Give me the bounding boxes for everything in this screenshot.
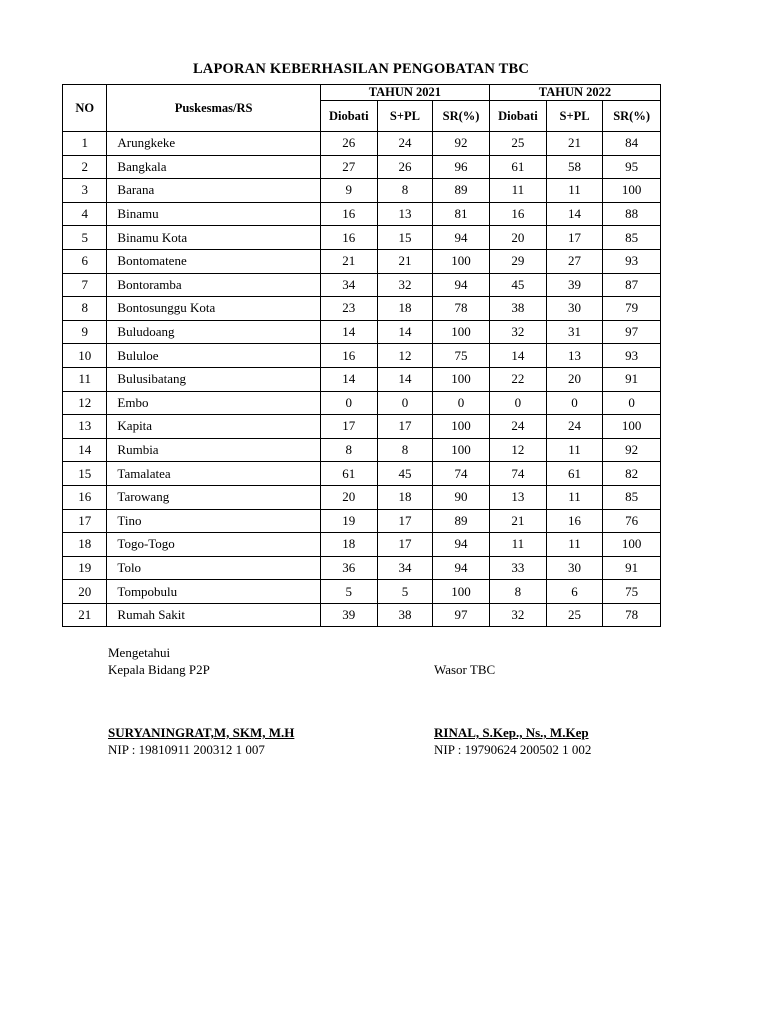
- cell-puskesmas: Rumbia: [107, 438, 320, 462]
- cell-spl-2022: 24: [546, 415, 602, 439]
- cell-diobati-2021: 20: [320, 485, 377, 509]
- cell-spl-2022: 17: [546, 226, 602, 250]
- cell-spl-2022: 16: [546, 509, 602, 533]
- cell-spl-2022: 30: [546, 556, 602, 580]
- table-row: [63, 226, 661, 250]
- table-row: [63, 367, 661, 391]
- cell-sr-2022: 88: [603, 202, 661, 226]
- cell-spl-2022: 31: [546, 320, 602, 344]
- cell-sr-2021: 0: [433, 391, 490, 415]
- cell-puskesmas: Bangkala: [107, 155, 320, 179]
- table-row: [63, 462, 661, 486]
- table-row: [63, 485, 661, 509]
- signature-right-name: RINAL, S.Kep., Ns., M.Kep: [434, 725, 589, 740]
- cell-spl-2022: 11: [546, 533, 602, 557]
- cell-spl-2022: 13: [546, 344, 602, 368]
- cell-no: 9: [63, 320, 107, 344]
- cell-puskesmas: Bulusibatang: [107, 367, 320, 391]
- table-row: [63, 580, 661, 604]
- cell-sr-2022: 100: [603, 533, 661, 557]
- cell-diobati-2022: 33: [489, 556, 546, 580]
- cell-sr-2022: 93: [603, 344, 661, 368]
- cell-sr-2022: 85: [603, 485, 661, 509]
- cell-spl-2022: 58: [546, 155, 602, 179]
- cell-sr-2021: 97: [433, 603, 490, 627]
- cell-sr-2021: 78: [433, 297, 490, 321]
- cell-diobati-2022: 12: [489, 438, 546, 462]
- cell-spl-2021: 14: [377, 320, 432, 344]
- cell-spl-2021: 14: [377, 367, 432, 391]
- header-year-2022: TAHUN 2022: [489, 85, 660, 101]
- cell-sr-2021: 81: [433, 202, 490, 226]
- cell-spl-2021: 0: [377, 391, 432, 415]
- cell-diobati-2022: 32: [489, 320, 546, 344]
- cell-diobati-2022: 13: [489, 485, 546, 509]
- cell-spl-2021: 12: [377, 344, 432, 368]
- cell-sr-2021: 92: [433, 132, 490, 156]
- cell-no: 12: [63, 391, 107, 415]
- table-body: [63, 132, 661, 627]
- cell-sr-2022: 0: [603, 391, 661, 415]
- cell-sr-2021: 89: [433, 179, 490, 203]
- header-diobati-2022: Diobati: [489, 101, 546, 132]
- cell-diobati-2022: 14: [489, 344, 546, 368]
- header-spl-2022: S+PL: [546, 101, 602, 132]
- cell-diobati-2022: 24: [489, 415, 546, 439]
- cell-diobati-2022: 11: [489, 179, 546, 203]
- cell-puskesmas: Bontomatene: [107, 249, 320, 273]
- cell-sr-2021: 100: [433, 580, 490, 604]
- cell-spl-2021: 17: [377, 509, 432, 533]
- cell-sr-2021: 74: [433, 462, 490, 486]
- cell-spl-2022: 20: [546, 367, 602, 391]
- cell-sr-2022: 76: [603, 509, 661, 533]
- signature-left-position: Kepala Bidang P2P: [108, 662, 210, 677]
- cell-puskesmas: Kapita: [107, 415, 320, 439]
- cell-no: 5: [63, 226, 107, 250]
- cell-sr-2021: 94: [433, 556, 490, 580]
- header-year-2021: TAHUN 2021: [320, 85, 489, 101]
- cell-no: 8: [63, 297, 107, 321]
- cell-puskesmas: Togo-Togo: [107, 533, 320, 557]
- cell-sr-2022: 91: [603, 556, 661, 580]
- cell-diobati-2022: 20: [489, 226, 546, 250]
- cell-diobati-2021: 5: [320, 580, 377, 604]
- cell-diobati-2021: 61: [320, 462, 377, 486]
- cell-spl-2022: 6: [546, 580, 602, 604]
- header-sr-2021: SR(%): [433, 101, 490, 132]
- cell-spl-2021: 5: [377, 580, 432, 604]
- cell-diobati-2022: 74: [489, 462, 546, 486]
- cell-spl-2021: 17: [377, 415, 432, 439]
- cell-puskesmas: Tompobulu: [107, 580, 320, 604]
- cell-diobati-2022: 0: [489, 391, 546, 415]
- cell-spl-2021: 32: [377, 273, 432, 297]
- table-row: [63, 179, 661, 203]
- header-sr-2022: SR(%): [603, 101, 661, 132]
- cell-spl-2021: 18: [377, 297, 432, 321]
- cell-diobati-2021: 39: [320, 603, 377, 627]
- header-spl-2021: S+PL: [377, 101, 432, 132]
- tbc-report-table: [62, 84, 661, 627]
- cell-puskesmas: Bontosunggu Kota: [107, 297, 320, 321]
- cell-diobati-2022: 22: [489, 367, 546, 391]
- cell-diobati-2022: 21: [489, 509, 546, 533]
- cell-diobati-2022: 29: [489, 249, 546, 273]
- table-row: [63, 155, 661, 179]
- cell-puskesmas: Tamalatea: [107, 462, 320, 486]
- cell-no: 13: [63, 415, 107, 439]
- cell-no: 19: [63, 556, 107, 580]
- cell-diobati-2021: 14: [320, 367, 377, 391]
- cell-spl-2021: 18: [377, 485, 432, 509]
- cell-spl-2022: 11: [546, 438, 602, 462]
- table-row: [63, 132, 661, 156]
- cell-diobati-2021: 34: [320, 273, 377, 297]
- table-row: [63, 297, 661, 321]
- cell-spl-2022: 0: [546, 391, 602, 415]
- cell-diobati-2021: 23: [320, 297, 377, 321]
- cell-diobati-2022: 45: [489, 273, 546, 297]
- signature-right-nip: NIP : 19790624 200502 1 002: [434, 742, 592, 757]
- table-row: [63, 391, 661, 415]
- cell-spl-2021: 38: [377, 603, 432, 627]
- cell-sr-2021: 100: [433, 367, 490, 391]
- cell-no: 3: [63, 179, 107, 203]
- cell-no: 10: [63, 344, 107, 368]
- cell-sr-2022: 85: [603, 226, 661, 250]
- cell-no: 11: [63, 367, 107, 391]
- cell-spl-2021: 8: [377, 179, 432, 203]
- cell-diobati-2021: 9: [320, 179, 377, 203]
- cell-puskesmas: Embo: [107, 391, 320, 415]
- cell-diobati-2021: 21: [320, 249, 377, 273]
- cell-sr-2021: 75: [433, 344, 490, 368]
- cell-no: 2: [63, 155, 107, 179]
- cell-sr-2021: 94: [433, 273, 490, 297]
- cell-diobati-2021: 17: [320, 415, 377, 439]
- cell-spl-2021: 24: [377, 132, 432, 156]
- cell-puskesmas: Tolo: [107, 556, 320, 580]
- cell-sr-2021: 96: [433, 155, 490, 179]
- cell-no: 4: [63, 202, 107, 226]
- cell-puskesmas: Rumah Sakit: [107, 603, 320, 627]
- cell-sr-2021: 100: [433, 249, 490, 273]
- cell-no: 18: [63, 533, 107, 557]
- cell-spl-2021: 21: [377, 249, 432, 273]
- table-row: [63, 202, 661, 226]
- cell-diobati-2021: 16: [320, 202, 377, 226]
- cell-sr-2022: 97: [603, 320, 661, 344]
- cell-spl-2021: 26: [377, 155, 432, 179]
- cell-puskesmas: Binamu Kota: [107, 226, 320, 250]
- cell-spl-2022: 39: [546, 273, 602, 297]
- cell-no: 21: [63, 603, 107, 627]
- cell-sr-2022: 84: [603, 132, 661, 156]
- cell-puskesmas: Arungkeke: [107, 132, 320, 156]
- table-row: [63, 344, 661, 368]
- cell-sr-2021: 90: [433, 485, 490, 509]
- cell-sr-2022: 75: [603, 580, 661, 604]
- header-no: NO: [63, 85, 107, 132]
- cell-diobati-2021: 0: [320, 391, 377, 415]
- cell-puskesmas: Bontoramba: [107, 273, 320, 297]
- cell-diobati-2021: 18: [320, 533, 377, 557]
- cell-puskesmas: Binamu: [107, 202, 320, 226]
- cell-spl-2021: 34: [377, 556, 432, 580]
- cell-spl-2021: 17: [377, 533, 432, 557]
- cell-no: 6: [63, 249, 107, 273]
- cell-diobati-2021: 16: [320, 344, 377, 368]
- cell-spl-2022: 27: [546, 249, 602, 273]
- cell-spl-2022: 30: [546, 297, 602, 321]
- cell-sr-2022: 79: [603, 297, 661, 321]
- signature-right-identity: [434, 724, 591, 758]
- cell-spl-2021: 8: [377, 438, 432, 462]
- cell-diobati-2021: 14: [320, 320, 377, 344]
- header-puskesmas: Puskesmas/RS: [107, 85, 320, 132]
- table-row: [63, 438, 661, 462]
- cell-diobati-2022: 11: [489, 533, 546, 557]
- cell-diobati-2022: 32: [489, 603, 546, 627]
- cell-diobati-2021: 19: [320, 509, 377, 533]
- cell-puskesmas: Bululoe: [107, 344, 320, 368]
- cell-diobati-2021: 27: [320, 155, 377, 179]
- cell-diobati-2021: 16: [320, 226, 377, 250]
- cell-diobati-2022: 38: [489, 297, 546, 321]
- signature-right-position: Wasor TBC: [434, 662, 496, 677]
- table-row: [63, 415, 661, 439]
- cell-diobati-2022: 16: [489, 202, 546, 226]
- cell-puskesmas: Tarowang: [107, 485, 320, 509]
- signature-right-block: [434, 661, 495, 678]
- cell-no: 17: [63, 509, 107, 533]
- table-row: [63, 603, 661, 627]
- cell-puskesmas: Buludoang: [107, 320, 320, 344]
- cell-spl-2021: 45: [377, 462, 432, 486]
- cell-spl-2022: 11: [546, 485, 602, 509]
- cell-no: 1: [63, 132, 107, 156]
- cell-sr-2022: 95: [603, 155, 661, 179]
- cell-sr-2022: 92: [603, 438, 661, 462]
- cell-sr-2022: 87: [603, 273, 661, 297]
- cell-spl-2022: 14: [546, 202, 602, 226]
- cell-puskesmas: Tino: [107, 509, 320, 533]
- cell-sr-2021: 100: [433, 415, 490, 439]
- cell-sr-2022: 100: [603, 415, 661, 439]
- cell-spl-2022: 21: [546, 132, 602, 156]
- cell-no: 14: [63, 438, 107, 462]
- cell-no: 15: [63, 462, 107, 486]
- table-row: [63, 273, 661, 297]
- cell-spl-2022: 25: [546, 603, 602, 627]
- cell-no: 7: [63, 273, 107, 297]
- header-diobati-2021: Diobati: [320, 101, 377, 132]
- cell-sr-2021: 94: [433, 226, 490, 250]
- cell-sr-2022: 93: [603, 249, 661, 273]
- cell-diobati-2021: 8: [320, 438, 377, 462]
- signature-left-nip: NIP : 19810911 200312 1 007: [108, 742, 265, 757]
- cell-diobati-2021: 26: [320, 132, 377, 156]
- cell-puskesmas: Barana: [107, 179, 320, 203]
- cell-spl-2021: 13: [377, 202, 432, 226]
- header-row-years: [63, 85, 661, 101]
- cell-diobati-2022: 25: [489, 132, 546, 156]
- cell-sr-2021: 94: [433, 533, 490, 557]
- signature-left-identity: [108, 724, 294, 758]
- table-row: [63, 556, 661, 580]
- cell-sr-2022: 100: [603, 179, 661, 203]
- cell-spl-2022: 61: [546, 462, 602, 486]
- cell-sr-2021: 89: [433, 509, 490, 533]
- cell-diobati-2022: 61: [489, 155, 546, 179]
- report-title: LAPORAN KEBERHASILAN PENGOBATAN TBC: [192, 61, 530, 77]
- cell-spl-2021: 15: [377, 226, 432, 250]
- cell-sr-2022: 91: [603, 367, 661, 391]
- cell-no: 16: [63, 485, 107, 509]
- cell-no: 20: [63, 580, 107, 604]
- cell-sr-2022: 82: [603, 462, 661, 486]
- cell-sr-2021: 100: [433, 438, 490, 462]
- table-row: [63, 249, 661, 273]
- table-row: [63, 509, 661, 533]
- table-row: [63, 533, 661, 557]
- cell-spl-2022: 11: [546, 179, 602, 203]
- signature-left-block: [108, 644, 210, 678]
- signature-left-name: SURYANINGRAT,M, SKM, M.H: [108, 725, 295, 740]
- cell-sr-2022: 78: [603, 603, 661, 627]
- cell-sr-2021: 100: [433, 320, 490, 344]
- table-row: [63, 320, 661, 344]
- cell-diobati-2021: 36: [320, 556, 377, 580]
- signature-left-acknowledge: Mengetahui: [108, 645, 171, 660]
- cell-diobati-2022: 8: [489, 580, 546, 604]
